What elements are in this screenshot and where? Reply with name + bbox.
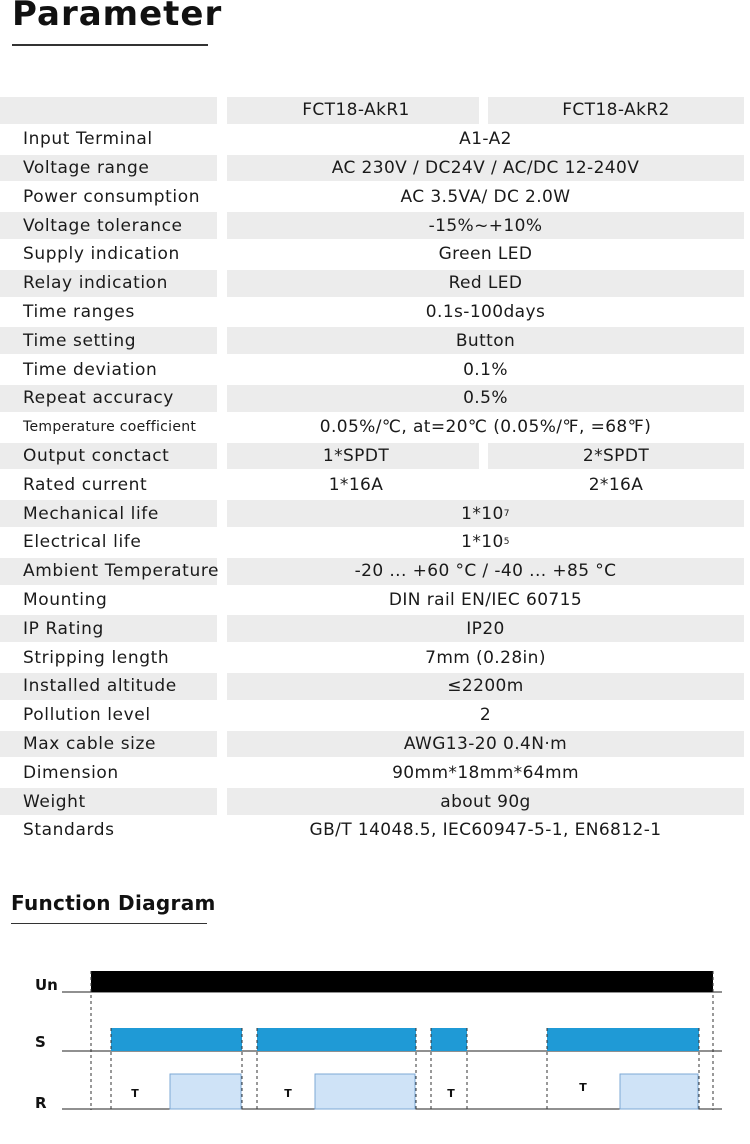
row-value: A1-A2 xyxy=(459,129,512,150)
row-label: IP Rating xyxy=(23,618,104,639)
un-pulse xyxy=(91,971,713,992)
s-pulse xyxy=(111,1028,242,1051)
row-label: Stripping length xyxy=(23,647,170,668)
row-value-col1: 1*16A xyxy=(328,474,384,495)
r-pulse xyxy=(170,1074,241,1109)
row-value: Red LED xyxy=(448,273,523,294)
row-label: Power consumption xyxy=(23,186,201,207)
row-value: about 90g xyxy=(440,791,531,812)
table-row xyxy=(0,125,750,154)
table-row xyxy=(0,211,750,240)
table-row xyxy=(0,384,750,413)
row-label: Ambient Temperature xyxy=(23,561,220,582)
table-row xyxy=(0,787,750,816)
row-label: Rated current xyxy=(23,474,148,495)
row-value-col2: 2*SPDT xyxy=(582,445,650,466)
table-row xyxy=(0,672,750,701)
row-label: Weight xyxy=(23,791,86,812)
row-label: Supply indication xyxy=(23,244,180,265)
table-row xyxy=(0,470,750,499)
table-row xyxy=(0,557,750,586)
table-row xyxy=(0,758,750,787)
table-row xyxy=(0,182,750,211)
column-header-1: FCT18-AkR1 xyxy=(302,100,410,121)
table-row xyxy=(0,586,750,615)
s-pulse xyxy=(547,1028,699,1051)
row-label: Pollution level xyxy=(23,705,151,726)
signal-label-r: R xyxy=(35,1094,47,1112)
t-marker: T xyxy=(447,1087,455,1100)
row-label: Installed altitude xyxy=(23,676,177,697)
row-value: ≤2200m xyxy=(447,676,524,697)
row-value: DIN rail EN/IEC 60715 xyxy=(388,589,583,610)
row-value-col2: 2*16A xyxy=(588,474,644,495)
table-header-row xyxy=(0,96,750,125)
row-value: 0.1s-100days xyxy=(425,301,546,322)
signal-label-s: S xyxy=(35,1033,46,1051)
row-label: Time deviation xyxy=(23,359,158,380)
row-value: 1*10 7 xyxy=(461,503,510,524)
table-row xyxy=(0,269,750,298)
row-value: -20 ... +60 °C / -40 ... +85 °C xyxy=(354,561,617,582)
row-label: Max cable size xyxy=(23,733,157,754)
row-label: Input Terminal xyxy=(23,129,153,150)
row-value: 0.05%/℃, at=20℃ (0.05%/℉, =68℉) xyxy=(319,417,652,438)
table-row xyxy=(0,643,750,672)
function-diagram xyxy=(0,960,750,1144)
table-row xyxy=(0,701,750,730)
table-row xyxy=(0,816,750,845)
title-underline xyxy=(12,44,208,46)
row-label: Voltage tolerance xyxy=(23,215,183,236)
row-label: Relay indication xyxy=(23,273,169,294)
table-row xyxy=(0,730,750,759)
table-row xyxy=(0,413,750,442)
s-pulse xyxy=(431,1028,467,1051)
row-label: Output conctact xyxy=(23,445,170,466)
table-row xyxy=(0,154,750,183)
row-value: 90mm*18mm*64mm xyxy=(392,762,579,783)
row-label: Repeat accuracy xyxy=(23,388,174,409)
t-marker: T xyxy=(284,1087,292,1100)
table-row xyxy=(0,528,750,557)
row-value: Button xyxy=(455,330,516,351)
table-row xyxy=(0,298,750,327)
s-pulse xyxy=(257,1028,416,1051)
row-label: Time setting xyxy=(23,330,137,351)
row-value: 1*10 5 xyxy=(461,532,510,553)
row-value: 0.1% xyxy=(463,359,508,380)
row-value: AWG13-20 0.4N·m xyxy=(403,733,568,754)
row-value: AC 230V / DC24V / AC/DC 12-240V xyxy=(331,157,640,178)
table-row xyxy=(0,355,750,384)
table-row xyxy=(0,499,750,528)
row-label: Time ranges xyxy=(23,301,135,322)
row-label: Voltage range xyxy=(23,157,150,178)
row-value: 7mm (0.28in) xyxy=(425,647,546,668)
row-label: Mechanical life xyxy=(23,503,159,524)
row-label: Dimension xyxy=(23,762,119,783)
row-value: IP20 xyxy=(466,618,505,639)
row-label: Mounting xyxy=(23,589,108,610)
parameter-table xyxy=(0,96,750,845)
r-pulse xyxy=(315,1074,415,1109)
page-title: Parameter xyxy=(12,0,223,34)
r-pulse xyxy=(620,1074,698,1109)
t-marker: T xyxy=(131,1087,139,1100)
signal-label-un: Un xyxy=(35,976,58,994)
row-label: Temperature coefficient xyxy=(23,419,197,436)
table-row xyxy=(0,326,750,355)
row-value: 2 xyxy=(479,705,492,726)
function-diagram-underline xyxy=(11,923,207,924)
row-label: Electrical life xyxy=(23,532,142,553)
table-row xyxy=(0,442,750,471)
row-value: 0.5% xyxy=(463,388,508,409)
row-value: Green LED xyxy=(438,244,533,265)
table-row xyxy=(0,614,750,643)
row-label: Standards xyxy=(23,820,115,841)
function-diagram-title: Function Diagram xyxy=(11,891,216,915)
column-header-2: FCT18-AkR2 xyxy=(562,100,670,121)
row-value: -15%~+10% xyxy=(428,215,543,236)
row-value-col1: 1*SPDT xyxy=(322,445,390,466)
row-value: GB/T 14048.5, IEC60947-5-1, EN6812-1 xyxy=(309,820,662,841)
row-value: AC 3.5VA/ DC 2.0W xyxy=(400,186,571,207)
table-row xyxy=(0,240,750,269)
t-marker: T xyxy=(579,1081,587,1094)
